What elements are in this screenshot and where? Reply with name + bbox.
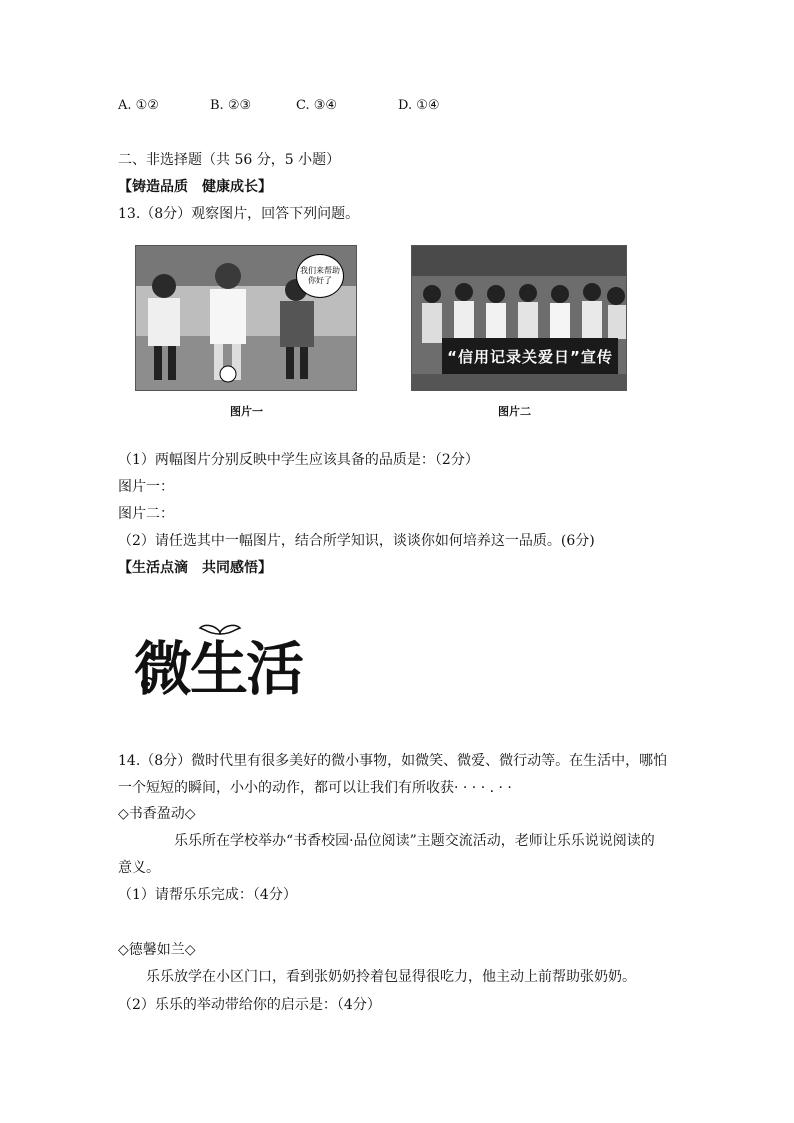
subsection-1-text-1: 乐乐所在学校举办“书香校园·品位阅读”主题交流活动，老师让乐乐说说阅读的	[174, 833, 655, 849]
question-13-2: （2）请任选其中一幅图片，结合所学知识，谈谈你如何培养这一品质。(6分)	[118, 533, 595, 549]
option-a: A. ①②	[118, 98, 159, 113]
option-b: B. ②③	[210, 98, 252, 113]
subsection-1-title: ◇书香盈动◇	[118, 806, 196, 822]
picture-two-caption: 图片二	[498, 405, 531, 418]
question-14-line-1: 14.（8分）微时代里有很多美好的微小事物，如微笑、微爱、微行动等。在生活中，哪怕	[118, 753, 668, 769]
section-heading: 二、非选择题（共 56 分，5 小题）	[118, 152, 341, 168]
question-14-line-2: 一个短短的瞬间，小小的动作，都可以让我们有所收获· · · · . · ·	[118, 780, 512, 796]
publicity-banner: “信用记录关爱日”宣传	[442, 338, 618, 374]
answer-picture-two: 图片二：	[118, 506, 174, 522]
subsection-2-text: 乐乐放学在小区门口，看到张奶奶拎着包显得很吃力，他主动上前帮助张奶奶。	[146, 969, 636, 985]
logo-text: 微生活	[134, 635, 303, 703]
subsection-1-text-2: 意义。	[118, 860, 160, 876]
question-14-2: （2）乐乐的举动带给你的启示是：（4分）	[118, 997, 381, 1013]
subsection-2-title: ◇德馨如兰◇	[118, 942, 196, 958]
part1-title: 【铸造品质 健康成长】	[118, 179, 272, 195]
answer-picture-one: 图片一：	[118, 479, 174, 495]
question-14-1: （1）请帮乐乐完成：（4分）	[118, 887, 297, 903]
picture-one	[135, 245, 357, 391]
option-c: C. ③④	[296, 98, 338, 113]
picture-two	[411, 245, 627, 391]
part2-title: 【生活点滴 共同感悟】	[118, 560, 272, 576]
picture-one-caption: 图片一	[230, 405, 263, 418]
speech-bubble: 我们来帮助你好了	[296, 254, 344, 298]
option-d: D. ①④	[398, 98, 440, 113]
question-13: 13.（8分）观察图片，回答下列问题。	[118, 206, 360, 222]
question-13-1: （1）两幅图片分别反映中学生应该具备的品质是：（2分）	[118, 452, 479, 468]
